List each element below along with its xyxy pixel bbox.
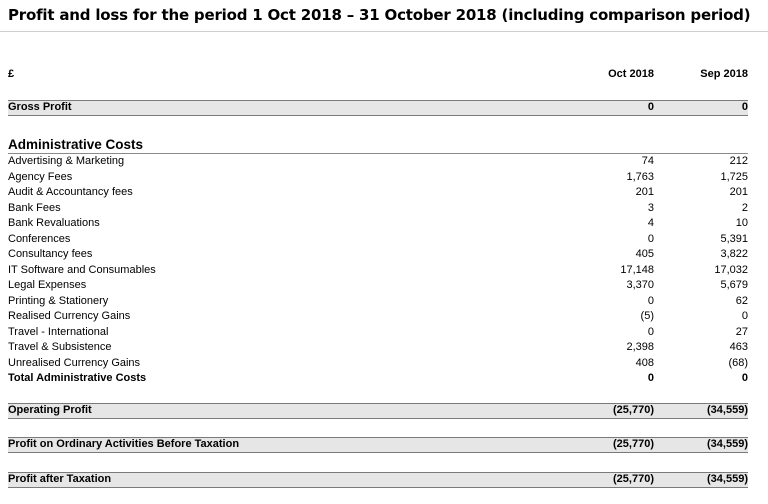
row-value-sep: 3,822	[720, 248, 748, 260]
total-admin-costs-row	[8, 371, 748, 386]
row-value-sep: 212	[729, 155, 748, 167]
row-label: Advertising & Marketing	[8, 155, 125, 167]
row-label: Profit on Ordinary Activities Before Taxation	[8, 438, 240, 450]
row-value-sep: (34,559)	[707, 438, 748, 450]
column-header-sep: Sep 2018	[700, 68, 748, 80]
row-value-oct: 0	[647, 101, 654, 113]
row-label: Total Administrative Costs	[8, 372, 147, 384]
row-label: Bank Revaluations	[8, 217, 100, 229]
row-value-oct: 17,148	[620, 263, 654, 276]
profit-before-tax-row	[8, 437, 748, 452]
row-value-oct: 0	[647, 325, 654, 338]
row-value-oct: 0	[647, 232, 654, 245]
table-row	[8, 325, 748, 340]
row-label: Audit & Accountancy fees	[8, 186, 133, 198]
row-value-oct: (25,770)	[613, 438, 654, 450]
row-value-oct: 201	[635, 186, 654, 198]
table-row	[8, 247, 748, 262]
table-row	[8, 294, 748, 309]
row-label: Bank Fees	[8, 201, 61, 214]
row-value-oct: (25,770)	[613, 404, 654, 416]
row-value-sep: 0	[741, 101, 748, 113]
operating-profit-row	[8, 403, 748, 418]
row-value-oct: 0	[647, 294, 654, 307]
row-value-sep: 10	[735, 217, 748, 229]
row-value-oct: (5)	[640, 310, 654, 322]
row-value-sep: 201	[729, 186, 748, 198]
table-row	[8, 154, 748, 169]
column-header-row	[8, 67, 748, 82]
row-value-sep: 0	[741, 310, 748, 322]
table-row	[8, 216, 748, 231]
row-label: IT Software and Consumables	[8, 263, 156, 276]
table-row	[8, 170, 748, 185]
row-label: Gross Profit	[8, 101, 72, 113]
table-row	[8, 232, 748, 247]
admin-costs-heading: Administrative Costs	[8, 137, 144, 152]
column-header-oct: Oct 2018	[608, 68, 654, 80]
row-value-oct: (25,770)	[613, 473, 654, 485]
table-row	[8, 309, 748, 324]
row-label: Conferences	[8, 232, 71, 245]
row-value-sep: 5,679	[720, 279, 748, 291]
row-value-oct: 0	[647, 372, 654, 384]
row-label: Legal Expenses	[8, 279, 87, 291]
row-value-sep: 1,725	[720, 170, 748, 183]
report-title: Profit and loss for the period 1 Oct 2018 – 31 October 2018 (including comparison period)	[8, 6, 751, 24]
table-row	[8, 356, 748, 371]
row-label: Printing & Stationery	[8, 294, 109, 307]
row-value-sep: 17,032	[714, 263, 748, 276]
row-value-sep: (68)	[728, 356, 748, 369]
table-row	[8, 340, 748, 355]
gross-profit-row	[8, 100, 748, 115]
row-label: Consultancy fees	[8, 248, 93, 260]
row-label: Operating Profit	[8, 404, 92, 416]
row-value-sep: 2	[741, 201, 748, 214]
row-value-oct: 4	[647, 217, 654, 229]
row-value-oct: 74	[641, 155, 654, 167]
currency-label: £	[8, 68, 15, 80]
row-label: Realised Currency Gains	[8, 310, 131, 322]
table-row	[8, 201, 748, 216]
row-label: Travel & Subsistence	[8, 341, 112, 353]
row-value-oct: 405	[635, 248, 654, 260]
row-value-sep: (34,559)	[707, 473, 748, 485]
row-value-sep: 5,391	[720, 232, 748, 245]
row-value-oct: 3,370	[626, 279, 654, 291]
row-value-oct: 1,763	[626, 170, 654, 183]
row-label: Unrealised Currency Gains	[8, 356, 141, 369]
row-value-oct: 3	[647, 201, 654, 214]
row-value-sep: 0	[741, 372, 748, 384]
row-label: Profit after Taxation	[8, 473, 112, 485]
profit-after-tax-row	[8, 472, 748, 487]
row-value-oct: 2,398	[626, 341, 654, 353]
title-divider	[0, 31, 768, 32]
row-value-sep: 463	[729, 341, 748, 353]
table-row	[8, 185, 748, 200]
row-value-sep: 27	[735, 325, 748, 338]
table-row	[8, 278, 748, 293]
row-value-sep: 62	[735, 294, 748, 307]
row-value-oct: 408	[635, 356, 654, 369]
row-label: Travel - International	[8, 325, 109, 338]
table-row	[8, 263, 748, 278]
row-value-sep: (34,559)	[707, 404, 748, 416]
row-label: Agency Fees	[8, 170, 73, 183]
